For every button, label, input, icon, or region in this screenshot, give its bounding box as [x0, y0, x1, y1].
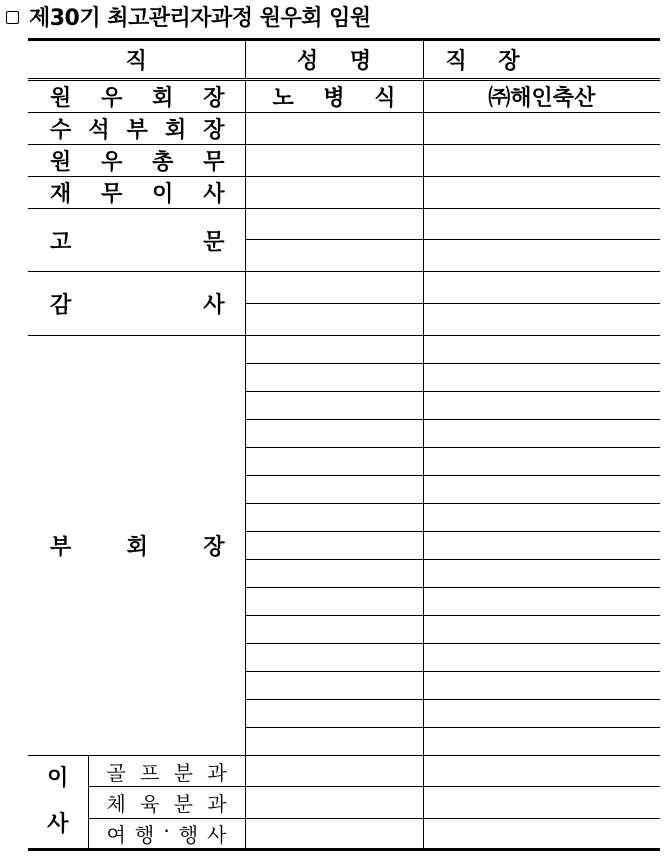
president-name: 노 병 식 [245, 80, 423, 113]
header-position: 직 [28, 40, 245, 80]
role-char: · [163, 819, 170, 843]
row-treasurer [28, 177, 660, 209]
name-cell [245, 177, 423, 209]
workplace-cell [423, 448, 660, 476]
division-travel-events [88, 819, 245, 850]
role-char: 과 [207, 792, 227, 816]
role-char: 회 [152, 86, 174, 111]
workplace-cell [423, 113, 660, 145]
workplace-cell [423, 588, 660, 616]
workplace-cell [423, 819, 660, 850]
role-char: 프 [140, 760, 160, 785]
officer-roster-table [28, 38, 660, 851]
role-char: 장 [203, 86, 225, 111]
row-advisor [28, 209, 660, 240]
workplace-cell [423, 476, 660, 504]
name-cell [245, 756, 423, 787]
name-cell [245, 304, 423, 336]
role-auditor [28, 272, 245, 336]
workplace-cell [423, 364, 660, 392]
name-cell [245, 672, 423, 700]
role-char: 장 [203, 118, 225, 143]
role-char: 우 [101, 150, 123, 175]
role-char: 재 [50, 182, 72, 207]
workplace-cell [423, 392, 660, 420]
row-vice-chair [28, 113, 660, 145]
role-char: 분 [173, 760, 193, 785]
workplace-cell [423, 145, 660, 177]
workplace-cell [423, 532, 660, 560]
name-cell [245, 560, 423, 588]
role-char: 이 [152, 182, 174, 207]
role-char: 이 [47, 766, 69, 791]
role-char: 분 [173, 792, 193, 816]
workplace-cell [423, 560, 660, 588]
role-advisor [28, 209, 245, 272]
role-char: 장 [203, 535, 225, 560]
role-char: 무 [203, 150, 225, 175]
name-cell [245, 209, 423, 240]
name-cell [245, 113, 423, 145]
workplace-cell [423, 177, 660, 209]
name-cell [245, 616, 423, 644]
header-name: 성 명 [245, 40, 423, 80]
row-auditor [28, 272, 660, 304]
role-char: 체 [106, 792, 126, 816]
role-char: 여 [106, 823, 126, 847]
workplace-cell [423, 420, 660, 448]
workplace-cell [423, 616, 660, 644]
role-char: 사 [203, 293, 225, 318]
document-title: 제30기 최고관리자과정 원우회 임원 [29, 5, 371, 31]
name-cell [245, 644, 423, 672]
workplace-cell [423, 272, 660, 304]
name-cell [245, 504, 423, 532]
workplace-cell [423, 336, 660, 364]
row-vice-president [28, 336, 660, 364]
role-char: 원 [50, 86, 72, 111]
name-cell [245, 392, 423, 420]
workplace-cell [423, 240, 660, 272]
document-title-row [6, 0, 666, 32]
name-cell [245, 272, 423, 304]
role-treasurer [28, 177, 245, 209]
role-char: 과 [207, 760, 227, 785]
name-cell [245, 240, 423, 272]
role-char: 석 [88, 118, 110, 143]
role-char: 사 [47, 812, 69, 837]
header-row [28, 40, 660, 80]
workplace-cell [423, 728, 660, 756]
name-cell [245, 336, 423, 364]
role-vice-chair [28, 113, 245, 145]
role-vice-president [28, 336, 245, 756]
role-char: 원 [50, 150, 72, 175]
role-char: 고 [50, 229, 72, 255]
name-cell [245, 420, 423, 448]
workplace-cell [423, 756, 660, 787]
role-char: 회 [126, 535, 148, 560]
row-director [28, 819, 660, 850]
role-char: 총 [152, 150, 174, 175]
checkbox-square-icon [6, 11, 19, 24]
role-char: 수 [50, 118, 72, 143]
name-cell [245, 787, 423, 819]
role-president [28, 80, 245, 113]
role-char: 육 [140, 792, 160, 816]
workplace-cell [423, 644, 660, 672]
name-cell [245, 448, 423, 476]
header-workplace: 직 장 [423, 40, 660, 80]
workplace-cell [423, 209, 660, 240]
role-char: 부 [50, 535, 72, 560]
workplace-cell [423, 304, 660, 336]
name-cell [245, 700, 423, 728]
role-char: 감 [50, 293, 72, 318]
role-char: 우 [101, 86, 123, 111]
row-president [28, 80, 660, 113]
workplace-cell [423, 672, 660, 700]
row-secretary [28, 145, 660, 177]
workplace-cell [423, 504, 660, 532]
role-char: 사 [203, 182, 225, 207]
role-char: 부 [126, 118, 148, 143]
workplace-cell [423, 700, 660, 728]
role-char: 문 [203, 229, 225, 255]
role-char: 사 [207, 823, 227, 847]
name-cell [245, 728, 423, 756]
president-workplace: ㈜해인축산 [423, 80, 660, 113]
row-director [28, 787, 660, 819]
role-char: 회 [164, 118, 187, 143]
workplace-cell [423, 787, 660, 819]
role-director [28, 756, 88, 850]
role-char: 골 [106, 760, 126, 785]
name-cell [245, 532, 423, 560]
name-cell [245, 819, 423, 850]
division-golf [88, 756, 245, 787]
name-cell [245, 364, 423, 392]
role-char: 무 [101, 182, 123, 207]
row-director [28, 756, 660, 787]
role-secretary [28, 145, 245, 177]
division-sports [88, 787, 245, 819]
name-cell [245, 145, 423, 177]
name-cell [245, 588, 423, 616]
name-cell [245, 476, 423, 504]
role-char: 행 [178, 823, 199, 847]
role-char: 행 [134, 823, 155, 847]
